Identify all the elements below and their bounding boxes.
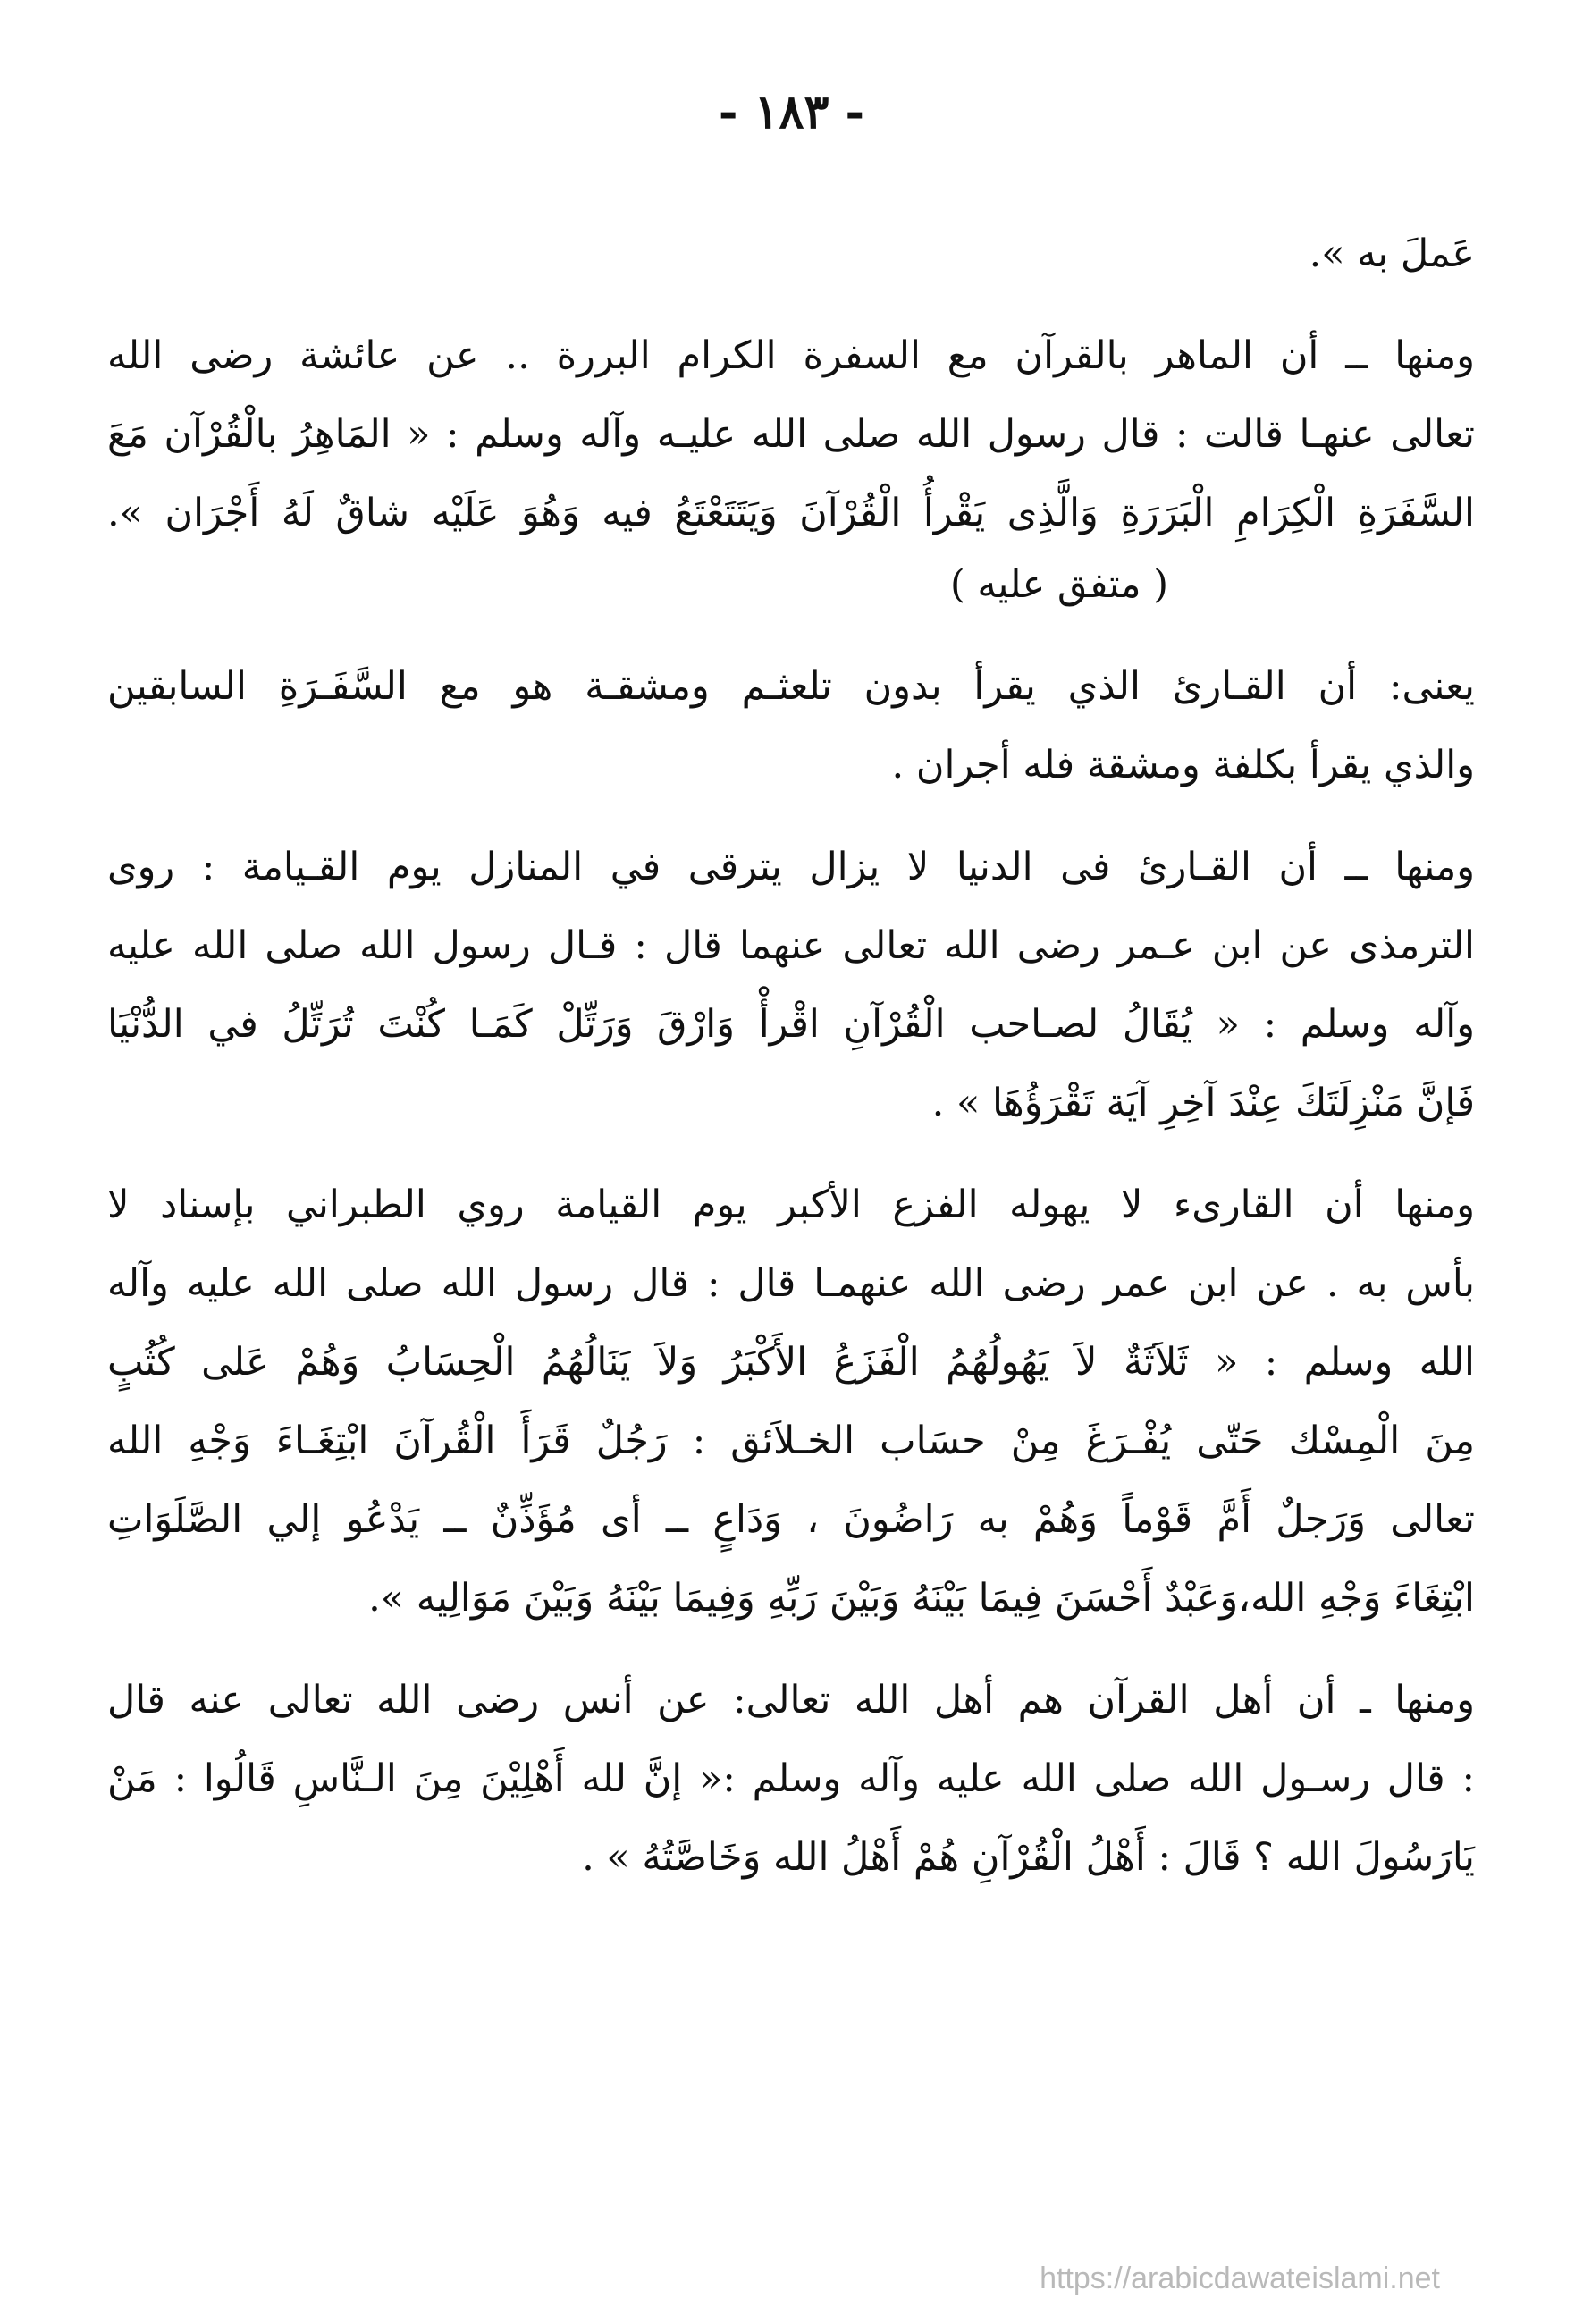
text-line: الله وسلم : « ثَلاَثَةٌ لاَ يَهُولُهُمُ الْفَزَعُ الأَكْبَرُ وَلاَ يَنَالُهُمُ الْحِسَابُ وَهُمْ عَلى كُثُبٍ [107,1340,1475,1385]
body-text [107,215,1475,1920]
text-line: : قال رسـول الله صلى الله عليه وآله وسلم :« إنَّ لله أَهْلِيْنَ مِنَ الـنَّاسِ قَالُوا : مَنْ [107,1756,1475,1801]
text-line: عَملَ به ». [1309,232,1475,276]
text-line: وآله وسلم : « يُقَالُ لصـاحب الْقُرْآنِ اقْرأْ وَارْقَ وَرَتِّلْ كَمَـا كُنْتَ تُرَتِّلُ في الدُّنْيَا [107,1002,1475,1047]
text-line: ابْتِغَاءَ وَجْهِ الله،وَعَبْدٌ أَحْسَنَ فِيمَا بَيْنَهُ وَبَيْنَ رَبِّهِ وَفِيمَا بَيْنَهُ وَبَيْنَ مَوَالِيه ». [368,1576,1475,1621]
page-number: - ١٨٣ - [718,85,865,139]
text-line: ومنها أن القارىء لا يهوله الفزع الأكبر يوم القيامة روي الطبراني بإسناد لا [107,1183,1475,1227]
text-line: يعنى: أن القـارئ الذي يقرأ بدون تلعثـم ومشقـة هو مع السَّفَـرَةِ السابقين [107,664,1475,709]
paragraph-3 [107,647,1475,804]
text-line: الترمذى عن ابن عـمر رضى الله تعالى عنهما قال : قـال رسول الله صلى الله عليه [107,923,1475,968]
paragraph-5 [107,1166,1475,1638]
text-line: والذي يقرأ بكلفة ومشقة فله أجران . [891,743,1475,787]
text-line: يَارَسُولَ الله ؟ قَالَ : أَهْلُ الْقُرْآنِ هُمْ أَهْلُ الله وَخَاصَّتُهُ » . [582,1835,1475,1880]
text-line: ومنها ـ أن أهل القرآن هم أهل الله تعالى: عن أنس رضى الله تعالى عنه قال [107,1678,1475,1722]
paragraph-1 [107,215,1475,293]
text-line: فَإنَّ مَنْزِلَتَكَ عِنْدَ آخِرِ آيَة تَقْرَؤُهَا » . [931,1081,1475,1125]
watermark-url: https://arabicdawateislami.net [1040,2261,1440,2295]
text-line: بأس به . عن ابن عمر رضى الله عنهمـا قال : قال رسول الله صلى الله عليه وآله [107,1261,1475,1306]
text-line: السَّفَرَةِ الْكِرَامِ الْبَرَرَةِ وَالَّذِى يَقْرأُ الْقُرْآنَ وَيَتَتَعْتَعُ فيه وَهُوَ عَلَيْه شاقٌ لَهُ أَجْرَان ». [107,491,1475,535]
paragraph-6 [107,1661,1475,1897]
text-line: تعالى عنهـا قالت : قال رسول الله صلى الله عليـه وآله وسلم : « المَاهِرُ بالْقُرْآن مَعَ [107,412,1475,457]
text-line: ومنها ــ أن القـارئ فى الدنيا لا يزال يترقى في المنازل يوم القـيامة : روى [107,845,1475,889]
text-line: مِنَ الْمِسْك حَتّى يُفْـرَغَ مِنْ حسَاب الخـلاَئق : رَجُلٌ قَرَأَ الْقُرآنَ ابْتِغَـاءَ وَجْهِ الله [107,1419,1475,1463]
hadith-reference: ( متفق عليه ) [949,562,1169,607]
paragraph-2 [107,316,1475,624]
text-line: تعالى وَرَجلٌ أَمَّ قَوْماً وَهُمْ به رَاضُونَ ، وَدَاعٍ ــ أى مُؤَذِّنٌ ــ يَدْعُو إلي الصَّلَوَاتِ [107,1497,1475,1542]
text-line: ومنها ــ أن الماهر بالقرآن مع السفرة الكرام البررة .. عن عائشة رضى الله [107,333,1475,378]
paragraph-4 [107,828,1475,1142]
